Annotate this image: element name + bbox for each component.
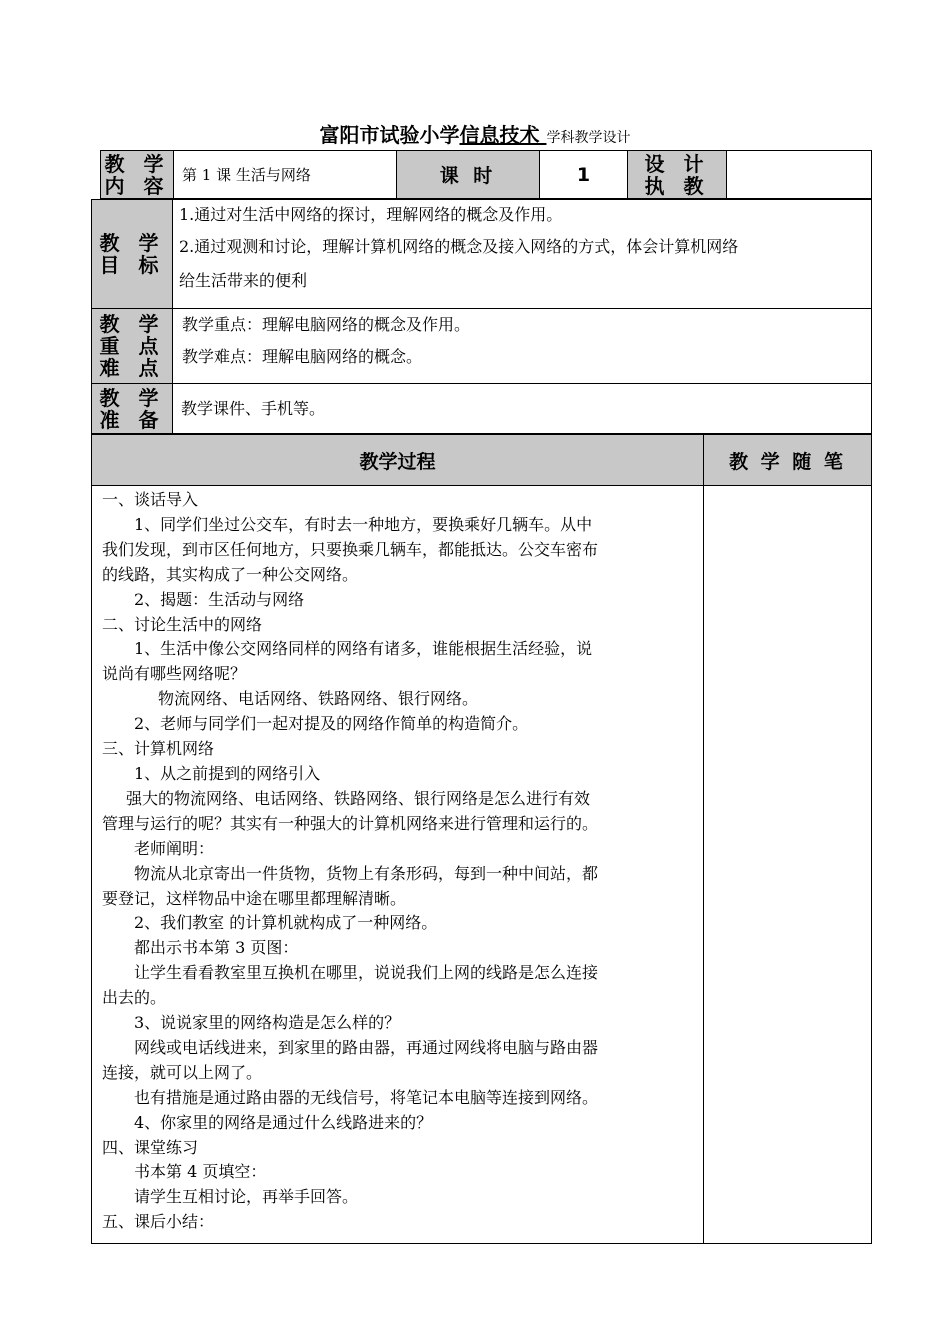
- process-line: 老师阐明：: [134, 838, 215, 858]
- notes-header: 教 学 随 笔: [704, 435, 872, 486]
- process-line: 出去的。: [102, 988, 167, 1008]
- process-line: 物流从北京寄出一件货物，货物上有条形码，每到一种中间站，都: [134, 863, 599, 883]
- process-line: 网线或电话线进来，到家里的路由器，再通过网线将电脑与路由器: [134, 1037, 599, 1057]
- process-header: 教学过程: [92, 435, 704, 486]
- goals-table: [91, 199, 872, 434]
- process-line: 一、谈话导入: [102, 490, 199, 509]
- process-line: 要登记，这样物品中途在哪里都理解清晰。: [102, 888, 407, 908]
- document-title: [0, 121, 950, 152]
- key-point-line: 教学重点：理解电脑网络的概念及作用。: [182, 315, 471, 334]
- process-line: 4、你家里的网络是通过什么线路进来的？: [134, 1112, 433, 1132]
- info-table: [100, 150, 872, 199]
- process-line: 也有措施是通过路由器的无线信号，将笔记本电脑等连接到网络。: [134, 1087, 599, 1107]
- process-content: [92, 486, 704, 1244]
- process-line: 二、讨论生活中的网络: [102, 614, 263, 634]
- process-line: 2、我们教室 的计算机就构成了一种网络。: [134, 913, 438, 933]
- notes-content: [704, 486, 872, 1244]
- process-line: 连接，就可以上网了。: [102, 1062, 263, 1082]
- process-line: 五、课后小结：: [102, 1212, 215, 1232]
- process-line: 2、揭题：生活动与网络: [134, 589, 305, 609]
- objective-line: 2.通过观测和讨论，理解计算机网络的概念及接入网络的方式，体会计算机网络: [179, 237, 739, 256]
- process-line: 书本第 4 页填空：: [134, 1162, 267, 1182]
- process-line: 说尚有哪些网络呢？: [102, 664, 247, 684]
- process-line: 强大的物流网络、电话网络、铁路网络、银行网络是怎么进行有效: [126, 788, 591, 808]
- content-value: 第 1 课 生活与网络: [174, 151, 397, 199]
- process-line: 四、课堂练习: [102, 1137, 199, 1157]
- key-points-label: 教 学 重 点 难 点: [92, 309, 173, 384]
- content-label: 教 学 内 容: [101, 151, 174, 199]
- process-line: 2、老师与同学们一起对提及的网络作简单的构造简介。: [134, 714, 529, 734]
- process-line: 我们发现，到市区任何地方，只要换乘几辆车，都能抵达。公交车密布: [102, 539, 599, 559]
- process-line: 物流网络、电话网络、铁路网络、银行网络。: [158, 689, 479, 709]
- process-line: 请学生互相讨论，再举手回答。: [134, 1187, 359, 1207]
- process-line: 1、生活中像公交网络同样的网络有诸多，谁能根据生活经验，说: [134, 639, 593, 659]
- objectives-content: [173, 200, 872, 309]
- period-label: 课 时: [397, 151, 540, 199]
- school-name: 富阳市试验小学: [319, 123, 460, 147]
- period-value: 1: [540, 151, 628, 199]
- process-line: 让学生看看教室里互换机在哪里，说说我们上网的线路是怎么连接: [134, 963, 599, 983]
- teacher-label: 设 计 执 教: [628, 151, 727, 199]
- process-line: 3、说说家里的网络构造是怎么样的？: [134, 1013, 401, 1033]
- process-line: 三、计算机网络: [102, 739, 215, 759]
- preparation-value: 教学课件、手机等。: [173, 384, 872, 434]
- difficulty-line: 教学难点：理解电脑网络的概念。: [182, 347, 423, 366]
- objectives-label: 教 学 目 标: [92, 200, 173, 309]
- teacher-value: [727, 151, 872, 199]
- process-line: 1、从之前提到的网络引入: [134, 763, 321, 783]
- objective-line: 1.通过对生活中网络的探讨，理解网络的概念及作用。: [179, 205, 563, 224]
- process-line: 的线路，其实构成了一种公交网络。: [102, 564, 359, 584]
- process-line: 管理与运行的呢？其实有一种强大的计算机网络来进行管理和运行的。: [102, 813, 599, 833]
- subject-name: 信息技术: [459, 123, 547, 147]
- process-table: [91, 434, 872, 1244]
- key-points-content: [173, 309, 872, 384]
- preparation-label: 教 学 准 备: [92, 384, 173, 434]
- process-line: 都出示书本第 3 页图：: [134, 938, 299, 958]
- title-suffix: 学科教学设计: [546, 130, 631, 146]
- process-line: 1、同学们坐过公交车，有时去一种地方，要换乘好几辆车。从中: [134, 514, 593, 534]
- objective-line: 给生活带来的便利: [179, 271, 308, 290]
